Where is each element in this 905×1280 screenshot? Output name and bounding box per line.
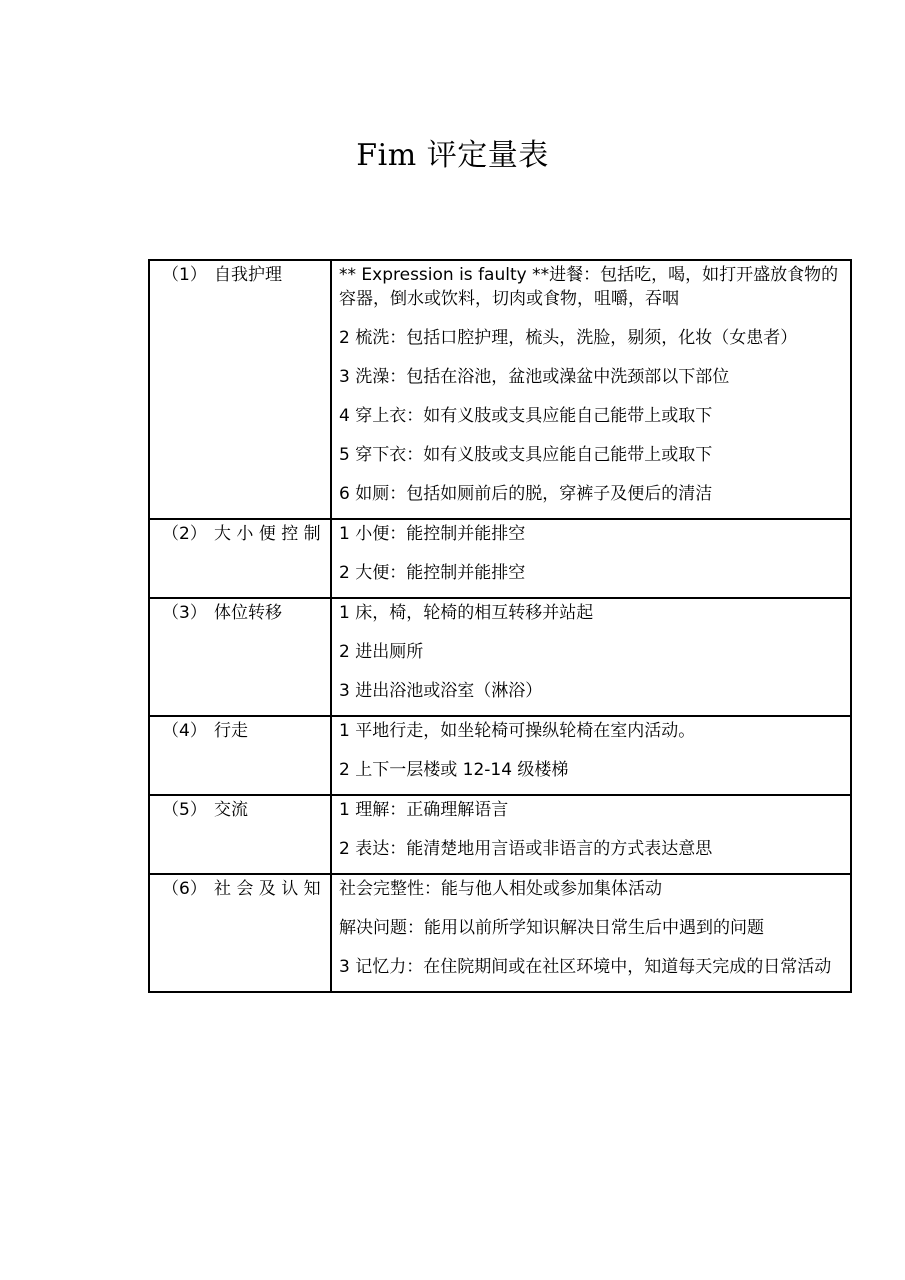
table-row [149,260,851,519]
category-number: （2） [162,524,207,544]
category-header [162,522,322,546]
items-cell [331,716,851,795]
fim-table-body [149,260,851,992]
category-cell [149,874,331,992]
category-label: 大 小 便 控 制 [214,524,321,544]
table-row [149,716,851,795]
items-cell [331,795,851,874]
table-row [149,598,851,716]
list-item: 1 床，椅，轮椅的相互转移并站起 [339,603,594,623]
category-label: 社 会 及 认 知 [214,879,321,899]
category-cell [149,260,331,519]
list-item: 6 如厕：包括如厕前后的脱，穿裤子及便后的清洁 [339,484,713,504]
category-label: 行走 [214,721,248,741]
list-item: 解决问题：能用以前所学知识解决日常生后中遇到的问题 [339,918,764,938]
list-item: 社会完整性：能与他人相处或参加集体活动 [339,879,662,899]
category-number: （1） [162,265,207,285]
list-item: 2 进出厕所 [339,642,424,662]
items-cell [331,519,851,598]
category-label: 交流 [214,800,248,820]
page-title: Fim 评定量表 [356,138,549,173]
category-cell [149,795,331,874]
list-item: 2 大便：能控制并能排空 [339,563,526,583]
category-cell [149,598,331,716]
category-header [162,601,322,625]
category-label: 自我护理 [214,265,282,285]
category-label: 体位转移 [214,603,282,623]
items-cell [331,598,851,716]
category-number: （3） [162,603,207,623]
list-item: 3 洗澡：包括在浴池，盆池或澡盆中洗颈部以下部位 [339,367,730,387]
category-number: （4） [162,721,207,741]
list-item: 1 小便：能控制并能排空 [339,524,526,544]
items-cell [331,260,851,519]
category-cell [149,716,331,795]
table-row [149,795,851,874]
list-item: 5 穿下衣：如有义肢或支具应能自己能带上或取下 [339,445,713,465]
table-row [149,519,851,598]
list-item: ** Expression is faulty **进餐：包括吃，喝，如打开盛放食物的容器，倒水或饮料，切肉或食物，咀嚼，吞咽 [339,265,839,309]
list-item: 1 平地行走，如坐轮椅可操纵轮椅在室内活动。 [339,721,696,741]
fim-table [148,259,852,993]
category-header [162,719,322,743]
list-item: 2 表达：能清楚地用言语或非语言的方式表达意思 [339,839,713,859]
category-number: （5） [162,800,207,820]
items-cell [331,874,851,992]
list-item: 4 穿上衣：如有义肢或支具应能自己能带上或取下 [339,406,713,426]
category-header [162,798,322,822]
list-item: 2 上下一层楼或 12-14 级楼梯 [339,760,569,780]
table-row [149,874,851,992]
category-cell [149,519,331,598]
list-item: 3 记忆力：在住院期间或在社区环境中，知道每天完成的日常活动 [339,957,832,977]
category-number: （6） [162,879,207,899]
list-item: 1 理解：正确理解语言 [339,800,509,820]
list-item: 2 梳洗：包括口腔护理，梳头，洗脸，剔须，化妆（女患者） [339,328,798,348]
list-item: 3 进出浴池或浴室（淋浴） [339,681,543,701]
category-header [162,263,322,287]
category-header [162,877,322,901]
